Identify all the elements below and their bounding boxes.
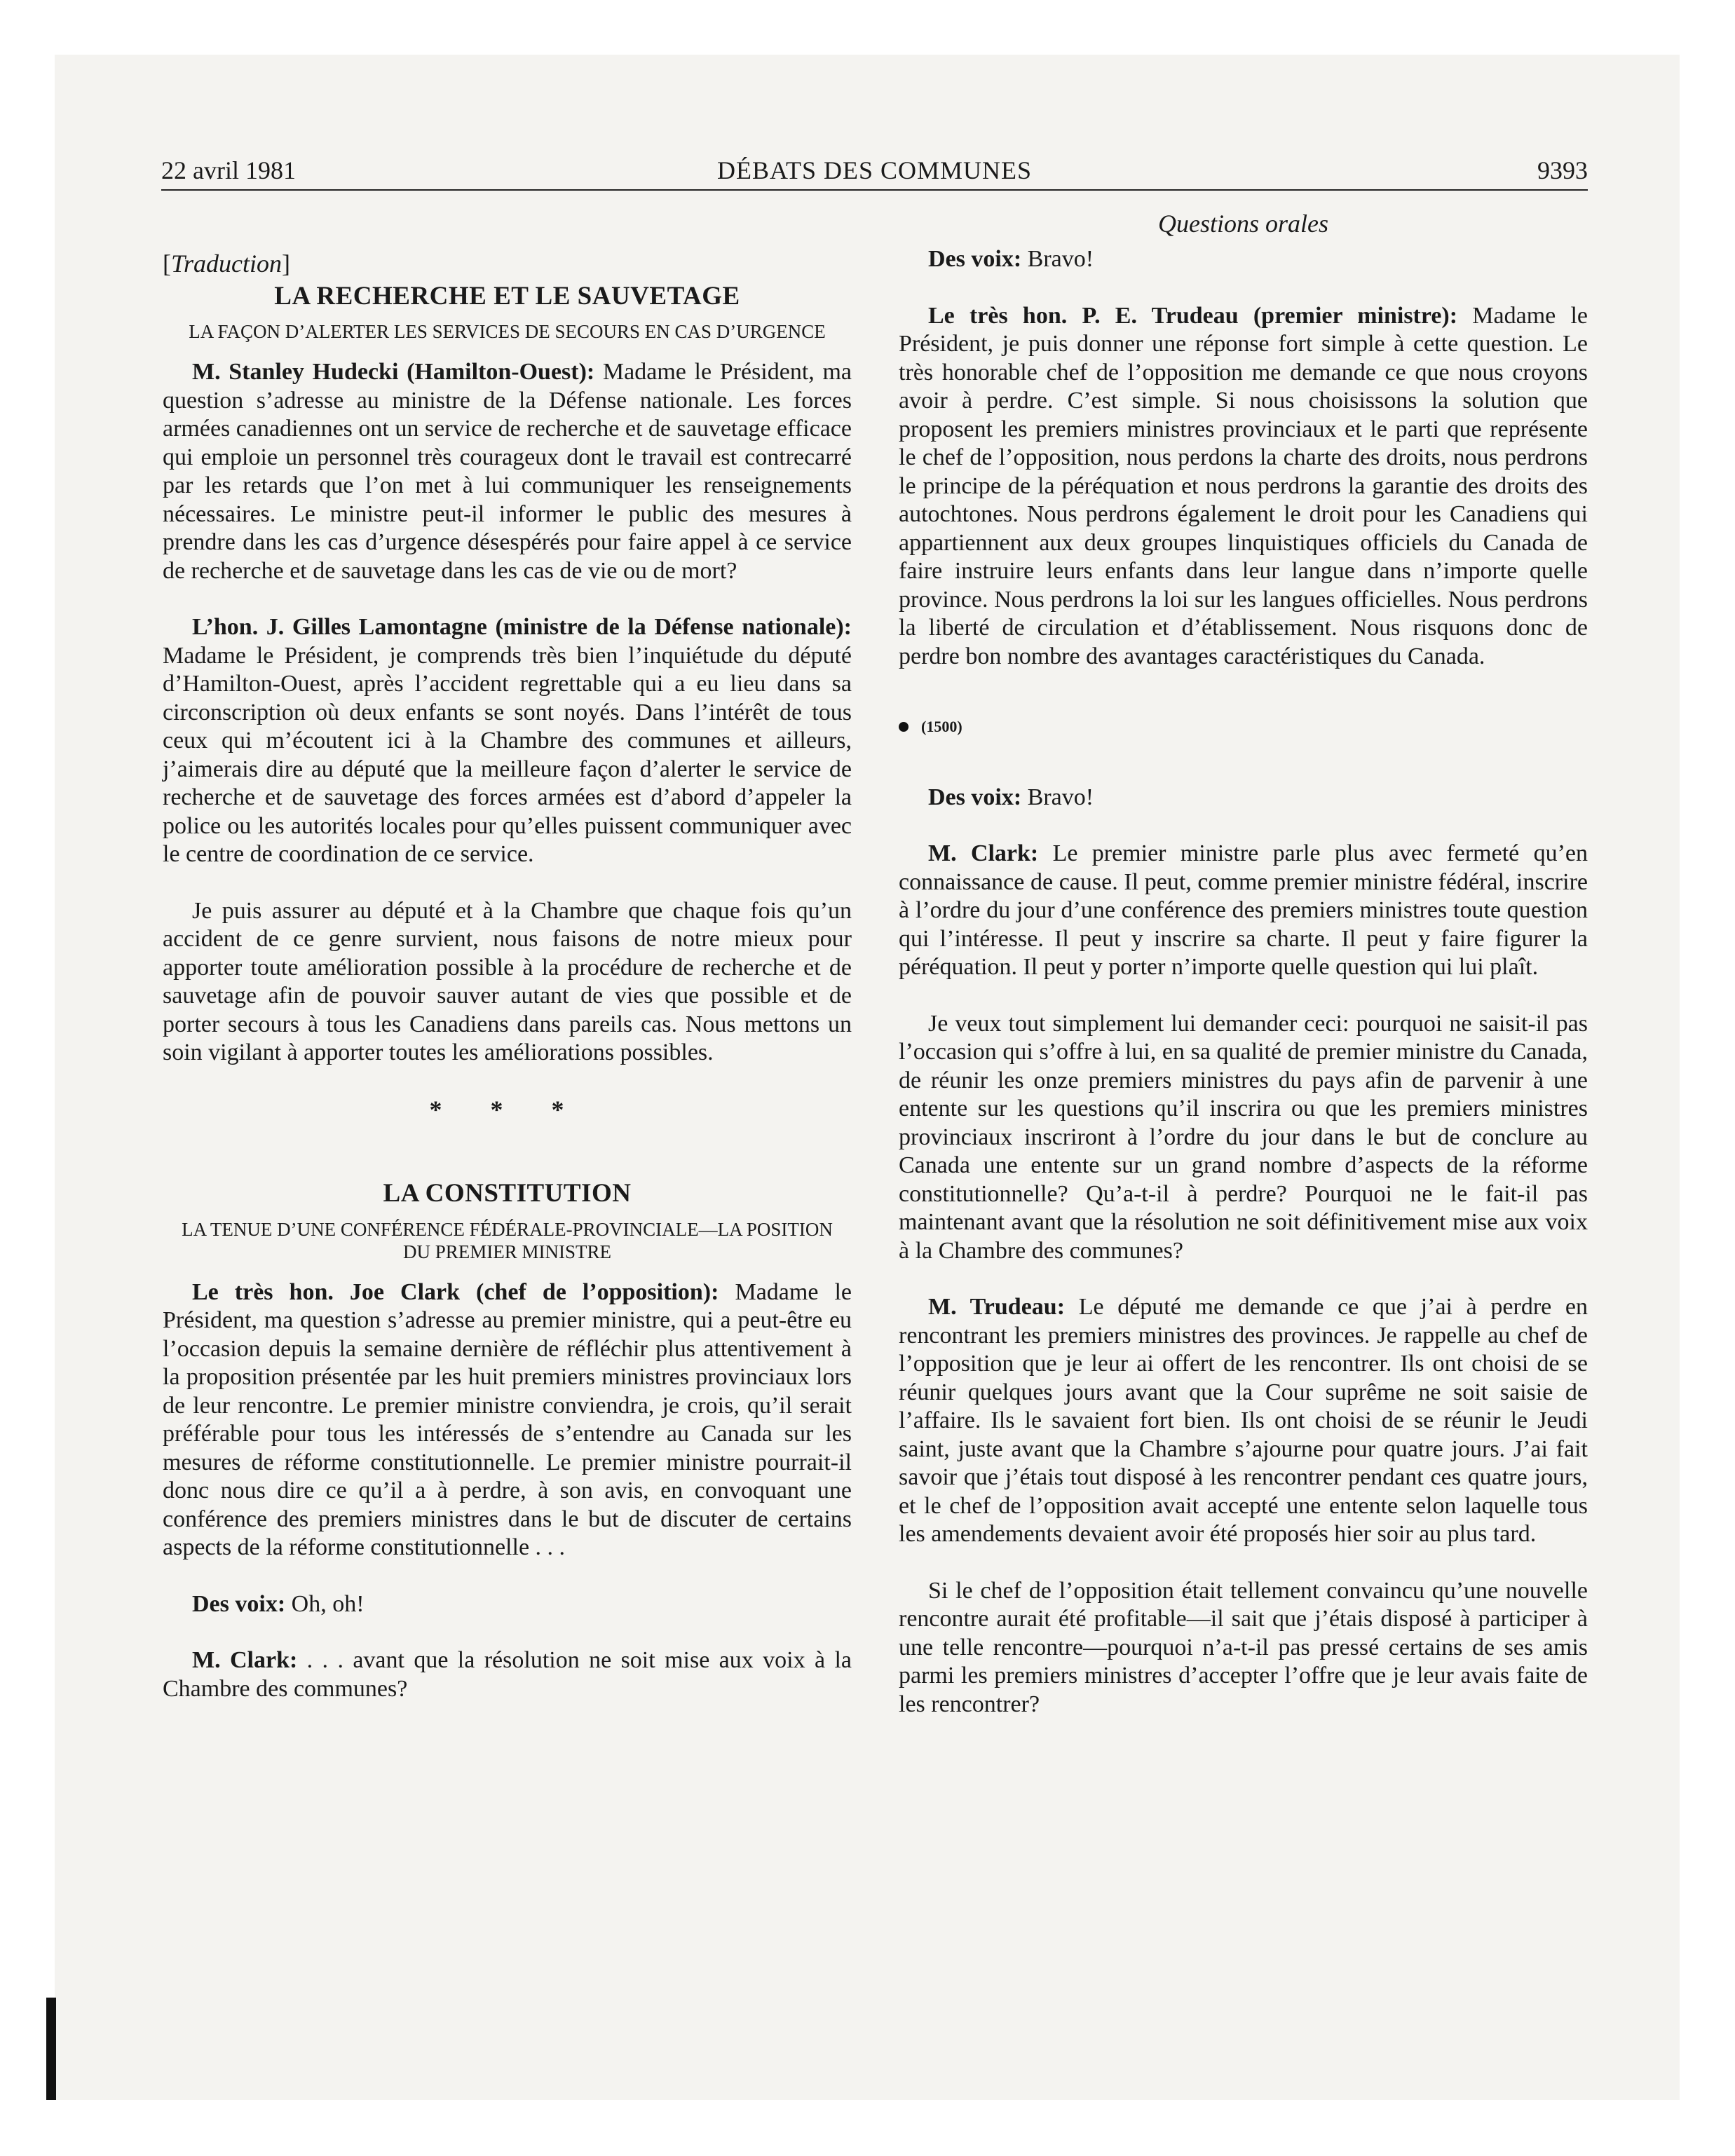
page-header	[161, 154, 1588, 191]
section-subtitle-conference: LA TENUE D’UNE CONFÉRENCE FÉDÉRALE-PROVINCIALE—LA POSITION DU PREMIER MINISTRE	[182, 1218, 833, 1262]
speech-voices-bravo-2: Des voix: Bravo!	[928, 784, 1094, 810]
speaker-name: M. Stanley Hudecki (Hamilton-Ouest):	[192, 359, 595, 385]
speaker-name: M. Trudeau:	[928, 1294, 1066, 1320]
speech-clark-3: M. Clark: Le premier ministre parle plus avec fermeté qu’en connaissance de cause. Il peut, comme premier ministre fédéral, inscrire à l’ordre du jour d’une conférence des premiers ministres toute question qui l’intéresse. Il peut y inscrire sa charte. Il peut y faire figurer la péréquation. Il peut y porter n’importe quelle question qui lui plaît.	[899, 840, 1588, 980]
speaker-name: L’hon. J. Gilles Lamontagne (ministre de la Défense nationale):	[192, 614, 852, 640]
right-column	[899, 245, 1588, 1719]
header-title: DÉBATS DES COMMUNES	[716, 156, 1033, 184]
speaker-name: Des voix:	[192, 1590, 286, 1617]
section-subtitle-alert: LA FAÇON D’ALERTER LES SERVICES DE SECOURS EN CAS D’URGENCE	[189, 321, 826, 342]
speech-clark-3-cont: Je veux tout simplement lui demander ceci: pourquoi ne saisit-il pas l’occasion qui s’offre à lui, en sa qualité de premier ministre du Canada, de réunir les onze premiers ministres du pays afin de parvenir à une entente sur les questions qu’il inscrira ou que les premiers ministres provinciaux inscriront à l’ordre du jour dans le but de conclure au Canada une entente sur un grand nombre d’aspects de la réforme constitutionnelle? Qu’a-t-il à perdre? Pourquoi ne le fait-il pas maintenant avant que la résolution ne soit définitivement mise aux voix à la Chambre des communes?	[899, 1010, 1588, 1264]
section-title-search-rescue: LA RECHERCHE ET LE SAUVETAGE	[274, 281, 740, 311]
bullet-icon	[899, 722, 909, 732]
speaker-name: M. Clark:	[928, 840, 1039, 866]
speaker-name: Des voix:	[928, 784, 1022, 810]
speaker-name: Le très hon. Joe Clark (chef de l’opposition):	[192, 1278, 719, 1305]
speech-voices: Des voix: Oh, oh!	[192, 1590, 365, 1617]
header-page-number: 9393	[1537, 156, 1588, 184]
speech-lamontagne: L’hon. J. Gilles Lamontagne (ministre de la Défense nationale): Madame le Président, je comprends très bien l’inquiétude du député d’Hamilton-Ouest, après l’accident regrettable qui a eu lieu dans sa circonscription où deux enfants se sont noyés. Dans l’intérêt de tous ceux qui m’écoutent ici à la Chambre des communes et ailleurs, j’aimerais dire au député que la meilleure façon d’alerter le service de recherche et de sauvetage des forces armées est d’abord d’appeler la police ou les autorités locales pour qu’elles puissent communiquer avec le centre de coordination de ce service.	[163, 614, 852, 867]
translation-note: [Traduction]	[163, 250, 291, 278]
speech-trudeau-2: M. Trudeau: Le député me demande ce que j’ai à perdre en rencontrant les premiers ministres des provinces. Je rappelle au chef de l’opposition que je leur ai offert de les rencontrer. Ils ont choisi de se réunir quelques jours avant que la Cour suprême ne soit saisie de l’affaire. Ils le savaient fort bien. Ils ont choisi de se réunir le Jeudi saint, juste avant que la Chambre s’ajourne pour quatre jours. J’ai fait savoir que j’étais tout disposé à les rencontrer pendant ces quatre jours, et le chef de l’opposition avait accepté une entente selon laquelle tous les amendements devaient avoir été proposés hier soir au plus tard.	[899, 1294, 1588, 1547]
section-separator: * * *	[429, 1095, 585, 1124]
speech-clark-2: M. Clark: . . . avant que la résolution ne soit mise aux voix à la Chambre des communes?	[163, 1647, 852, 1702]
speaker-name: M. Clark:	[192, 1647, 298, 1673]
speech-trudeau-2-cont: Si le chef de l’opposition était tellement convaincu qu’une nouvelle rencontre aurait été profitable—il sait que j’étais disposé à participer à une telle rencontre—pourquoi n’a-t-il pas pressé certains de ses amis parmi les premiers ministres d’accepter l’offre que je leur avais faite de les rencontrer?	[899, 1577, 1588, 1717]
speaker-name: Des voix:	[928, 246, 1022, 272]
speech-clark: Le très hon. Joe Clark (chef de l’opposition): Madame le Président, ma question s’adresse au premier ministre, qui a peut-être eu l’occasion depuis la semaine dernière de réfléchir plus attentivement à la proposition présentée par les huit premiers ministres provinciaux lors de leur rencontre. Le premier ministre conviendra, je crois, qu’il serait préférable pour tous les intéressés de s’entendre au Canada sur les mesures de réforme constitutionnelle. Le premier ministre pourrait-il donc nous dire ce qu’il a à perdre, à son avis, en convoquant une conférence des premiers ministres dans le but de discuter de certains aspects de la réforme constitutionnelle . . .	[163, 1278, 852, 1560]
speech-hudecki: M. Stanley Hudecki (Hamilton-Ouest): Madame le Président, ma question s’adresse au ministre de la Défense nationale. Les forces armées canadiennes ont un service de recherche et de sauvetage efficace qui emploie un personnel très courageux dont le travail est contrecarré par les retards que l’on met à lui communiquer les renseignements nécessaires. Le ministre peut-il informer le public des mesures à prendre dans les cas d’urgence désespérés pour faire appel à ce service de recherche et de sauvetage dans les cas de vie ou de mort?	[163, 359, 852, 584]
speech-trudeau: Le très hon. P. E. Trudeau (premier ministre): Madame le Président, je puis donner une réponse fort simple à cette question. Le très honorable chef de l’opposition me demande ce que nous croyons avoir à perdre. C’est simple. Si nous choisissons la solution que proposent les premiers ministres provinciaux et le parti que représente le chef de l’opposition, nous perdons la charte des droits, nous perdrons le principe de la péréquation et nous perdrons la garantie des droits des autochtones. Nous perdrons également le droit pour les Canadiens qui appartiennent aux deux groupes linquistiques officiels du Canada de faire instruire leurs enfants dans leur langue dans n’importe quelle province. Nous perdrons la loi sur les langues officielles. Nous perdrons la liberté de circulation et d’établissement. Nous risquons donc de perdre bon nombre des avantages caractéristiques du Canada.	[899, 302, 1588, 669]
section-title-constitution: LA CONSTITUTION	[383, 1179, 632, 1208]
timestamp-marker: (1500)	[899, 713, 1588, 742]
left-column	[163, 240, 852, 1703]
speech-lamontagne-cont: Je puis assurer au député et à la Chambre que chaque fois qu’un accident de ce genre survient, nous faisons de notre mieux pour apporter toute amélioration possible à la procédure de recherche et de sauvetage afin de pouvoir sauver autant de vies que possible et de porter secours à tous les Canadiens dans pareils cas. Nous mettons un soin vigilant à apporter toutes les améliorations possibles.	[163, 897, 852, 1065]
speech-voices-bravo: Des voix: Bravo!	[928, 246, 1094, 272]
scan-shadow	[46, 1998, 56, 2100]
running-section-title: Questions orales	[1158, 210, 1328, 238]
speaker-name: Le très hon. P. E. Trudeau (premier ministre):	[928, 302, 1458, 329]
header-date: 22 avril 1981	[161, 156, 296, 184]
